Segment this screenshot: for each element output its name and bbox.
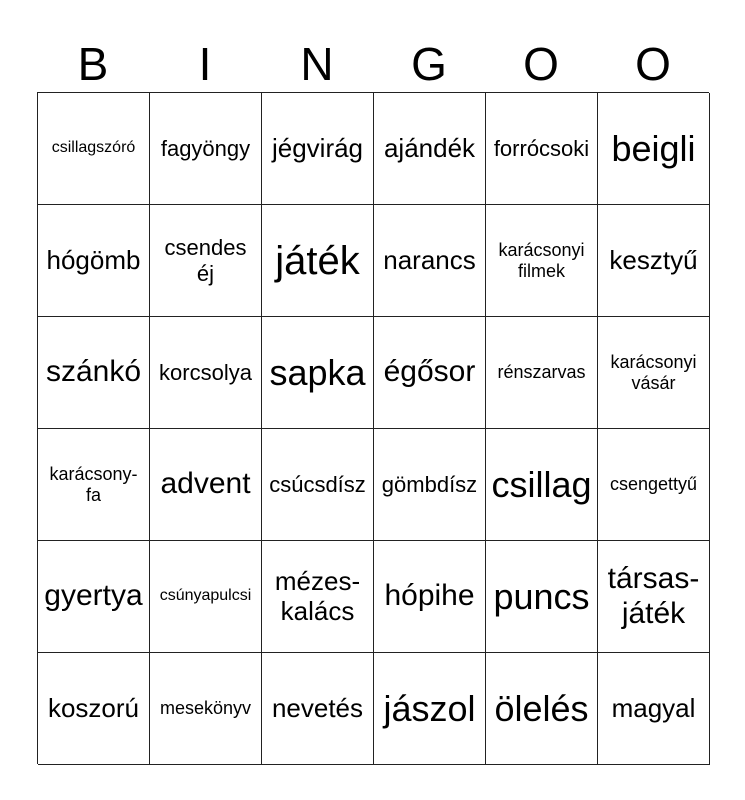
cell-label: hópihe — [384, 579, 475, 613]
bingo-board — [37, 92, 709, 764]
bingo-cell[interactable] — [486, 429, 598, 541]
header-letter-i: I — [198, 38, 212, 90]
bingo-cell[interactable] — [374, 205, 486, 317]
cell-label: gömbdísz — [381, 471, 478, 497]
cell-label: csillag — [491, 463, 592, 505]
bingo-cell[interactable] — [598, 429, 710, 541]
cell-label: égősor — [383, 355, 476, 389]
cell-label: nevetés — [271, 692, 364, 723]
cell-label: beigli — [611, 127, 696, 169]
cell-label: puncs — [493, 575, 590, 617]
cell-label: mézes- kalács — [274, 565, 361, 626]
cell-label: karácsony- fa — [49, 463, 138, 505]
bingo-cell[interactable] — [38, 541, 150, 653]
bingo-cell[interactable] — [262, 317, 374, 429]
header-letter-g: G — [411, 38, 447, 90]
bingo-cell[interactable] — [38, 429, 150, 541]
bingo-cell[interactable] — [374, 541, 486, 653]
cell-label: jászol — [383, 687, 476, 729]
cell-label: csúcsdísz — [269, 471, 366, 497]
cell-label: csillagszóró — [51, 139, 136, 157]
cell-label: gyertya — [44, 579, 143, 613]
bingo-cell[interactable] — [150, 653, 262, 765]
bingo-cell[interactable] — [598, 205, 710, 317]
bingo-cell[interactable] — [38, 317, 150, 429]
header-letter-o2: O — [635, 38, 671, 90]
bingo-cell[interactable] — [598, 541, 710, 653]
cell-label: magyal — [611, 692, 696, 723]
cell-label: kesztyű — [609, 244, 698, 275]
header-letter-o: O — [523, 38, 559, 90]
bingo-cell[interactable] — [150, 93, 262, 205]
cell-label: mesekönyv — [159, 698, 252, 719]
bingo-cell[interactable] — [374, 317, 486, 429]
bingo-cell[interactable] — [486, 205, 598, 317]
cell-label: társas- játék — [607, 562, 700, 630]
bingo-cell[interactable] — [374, 653, 486, 765]
bingo-cell[interactable] — [38, 205, 150, 317]
cell-label: csendes éj — [164, 235, 247, 286]
cell-label: csúnyapulcsi — [159, 587, 252, 605]
header-letter-n: N — [300, 38, 334, 90]
bingo-cell[interactable] — [598, 93, 710, 205]
bingo-cell[interactable] — [598, 653, 710, 765]
bingo-cell[interactable] — [150, 205, 262, 317]
bingo-cell[interactable] — [262, 653, 374, 765]
cell-label: játék — [275, 238, 360, 283]
cell-label: rénszarvas — [497, 362, 586, 383]
bingo-header — [37, 36, 709, 92]
bingo-cell[interactable] — [150, 317, 262, 429]
header-letter-b: B — [77, 38, 109, 90]
bingo-cell[interactable] — [262, 93, 374, 205]
bingo-cell[interactable] — [486, 93, 598, 205]
cell-label: narancs — [383, 244, 476, 275]
cell-label: korcsolya — [159, 359, 252, 385]
cell-label: hógömb — [46, 244, 141, 275]
bingo-cell[interactable] — [262, 541, 374, 653]
cell-label: csengettyű — [609, 474, 698, 495]
bingo-cell[interactable] — [374, 429, 486, 541]
cell-label: sapka — [269, 351, 366, 393]
cell-label: jégvirág — [271, 132, 364, 163]
bingo-cell[interactable] — [38, 653, 150, 765]
cell-label: fagyöngy — [160, 135, 251, 161]
bingo-cell[interactable] — [262, 205, 374, 317]
bingo-cell[interactable] — [374, 93, 486, 205]
cell-label: ölelés — [494, 687, 589, 729]
bingo-cell[interactable] — [486, 653, 598, 765]
cell-label: advent — [160, 467, 251, 501]
bingo-cell[interactable] — [262, 429, 374, 541]
bingo-cell[interactable] — [486, 317, 598, 429]
bingo-cell[interactable] — [486, 541, 598, 653]
cell-label: forrócsoki — [493, 135, 590, 161]
bingo-cell[interactable] — [598, 317, 710, 429]
cell-label: koszorú — [47, 692, 140, 723]
cell-label: szánkó — [45, 355, 142, 389]
bingo-cell[interactable] — [150, 541, 262, 653]
bingo-cell[interactable] — [38, 93, 150, 205]
cell-label: karácsonyi filmek — [498, 239, 585, 281]
cell-label: ajándék — [383, 132, 476, 163]
cell-label: karácsonyi vásár — [610, 351, 697, 393]
bingo-cell[interactable] — [150, 429, 262, 541]
